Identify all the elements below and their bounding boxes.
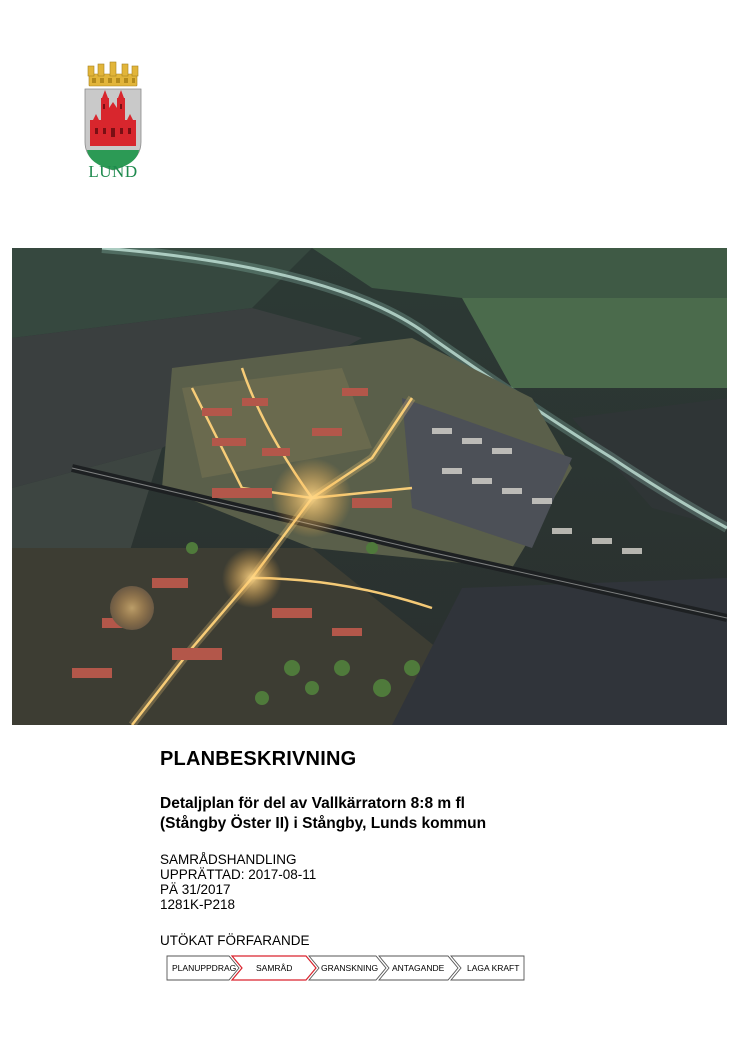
- step-laga-kraft: [451, 956, 524, 980]
- logo-text: LUND: [88, 162, 138, 181]
- document-title: PLANBESKRIVNING: [160, 748, 357, 770]
- process-stepper: [166, 954, 526, 982]
- step-samrad: [232, 956, 316, 980]
- aerial-plan-image: [12, 248, 727, 725]
- subtitle-line-2: (Stångby Öster II) i Stångby, Lunds kommun: [160, 815, 487, 832]
- step-granskning: [309, 956, 386, 980]
- step-label: SAMRÅD: [256, 963, 293, 973]
- step-label: GRANSKNING: [321, 963, 379, 973]
- step-label: ANTAGANDE: [392, 963, 445, 973]
- document-subtitle: [160, 794, 486, 834]
- step-planuppdrag: [167, 956, 239, 980]
- step-label: LAGA KRAFT: [467, 963, 520, 973]
- meta-status: SAMRÅDSHANDLING: [160, 852, 297, 867]
- meta-plan-id: 1281K-P218: [160, 897, 236, 912]
- subtitle-line-1: Detaljplan för del av Vallkärratorn 8:8 m fl: [160, 795, 465, 812]
- step-antagande: [379, 956, 458, 980]
- meta-date: UPPRÄTTAD: 2017-08-11: [160, 867, 317, 882]
- procedure-label: UTÖKAT FÖRFARANDE: [160, 933, 310, 948]
- step-label: PLANUPPDRAG: [172, 963, 237, 973]
- meta-case-number: PÄ 31/2017: [160, 882, 231, 897]
- document-meta: [160, 852, 316, 912]
